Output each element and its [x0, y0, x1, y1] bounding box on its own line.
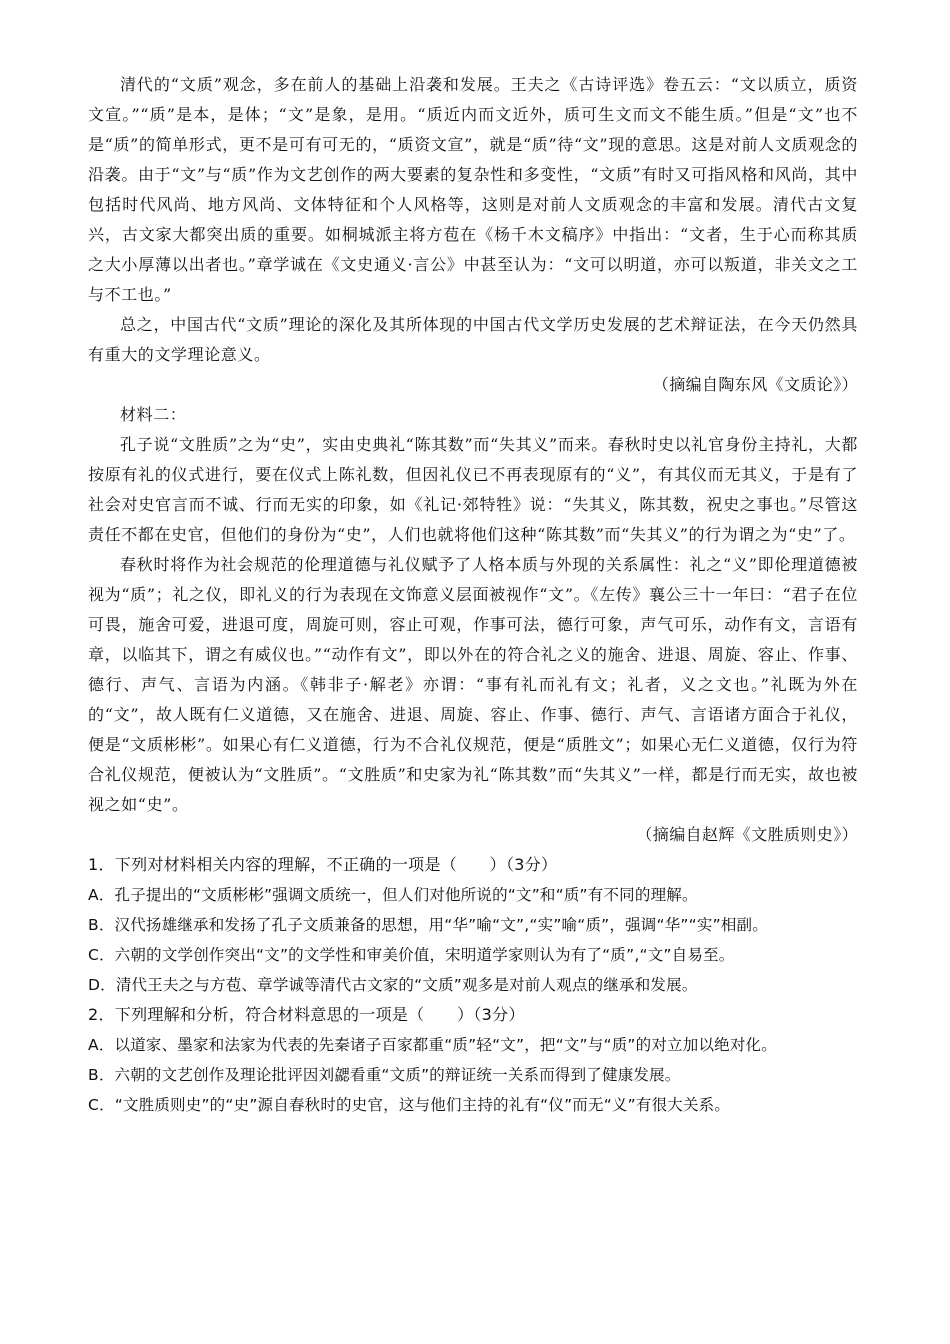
material-two-paragraph: 春秋时将作为社会规范的伦理道德与礼仪赋予了人格本质与外现的关系属性：礼之“义”即伦理道德被视为“质”；礼之仪，即礼义的行为表现在文饰意义层面被视作“文”。《左传》襄公三十一年曰：“君子在位可畏，施舍可爱，进退可度，周旋可则，容止可观，作事可法，德行可象，声气可乐，动作有文，言语有章，以临其下，谓之有威仪也。”“动作有文”，即以外在的符合礼之义的施舍、进退、周旋、容止、作事、德行、声气、言语为内涵。《韩非子·解老》亦谓：“事有礼而礼有文；礼者，义之文也。”礼既为外在的“文”，故人既有仁义道德，又在施舍、进退、周旋、容止、作事、德行、声气、言语诸方面合于礼仪，便是“文质彬彬”。如果心有仁义道德，行为不合礼仪规范，便是“质胜文”；如果心无仁义道德，仅行为符合礼仪规范，便被认为“文胜质”。“文胜质”和史家为礼“陈其数”而“失其义”一样，都是行而无实，故也被视之如“史”。	[88, 555, 858, 814]
question-stem: 1．下列对材料相关内容的理解，不正确的一项是（ ）（3分）	[88, 855, 558, 874]
option-a: A．以道家、墨家和法家为代表的先秦诸子百家都重“质”轻“文”，把“文”与“质”的对立加以绝对化。	[88, 1036, 777, 1054]
question-one	[88, 850, 858, 1000]
option-c: C．“文胜质则史”的“史”源自春秋时的史官，这与他们主持的礼有“仪”而无“义”有很大关系。	[88, 1096, 731, 1114]
material-one	[88, 70, 858, 400]
material-two-source: （摘编自赵辉《文胜质则史》）	[636, 825, 858, 844]
document-page	[88, 70, 858, 1120]
option-b: B．六朝的文艺创作及理论批评因刘勰看重“文质”的辩证统一关系而得到了健康发展。	[88, 1066, 681, 1084]
option-a: A．孔子提出的“文质彬彬”强调文质统一，但人们对他所说的“文”和“质”有不同的理解。	[88, 886, 698, 904]
option-b: B．汉代扬雄继承和发扬了孔子文质兼备的思想，用“华”喻“文”,“实”喻“质”，强调“华”“实”相副。	[88, 916, 768, 934]
material-one-conclusion: 总之，中国古代“文质”理论的深化及其所体现的中国古代文学历史发展的艺术辩证法，在今天仍然具有重大的文学理论意义。	[88, 315, 858, 364]
material-one-source: （摘编自陶东风《文质论》）	[652, 375, 858, 394]
material-one-paragraph: 清代的“文质”观念，多在前人的基础上沿袭和发展。王夫之《古诗评选》卷五云：“文以质立，质资文宣。”“质”是本，是体；“文”是象，是用。“质近内而文近外，质可生文而文不能生质。”但是“文”也不是“质”的简单形式，更不是可有可无的，“质资文宣”，就是“质”待“文”现的意思。这是对前人文质观念的沿袭。由于“文”与“质”作为文艺创作的两大要素的复杂性和多变性，“文质”有时又可指风格和风尚，其中包括时代风尚、地方风尚、文体特征和个人风格等，这则是对前人文质观念的丰富和发展。清代古文复兴，古文家大都突出质的重要。如桐城派主将方苞在《杨千木文稿序》中指出：“文者，生于心而称其质之大小厚薄以出者也。”章学诚在《文史通义·言公》中甚至认为：“文可以明道，亦可以叛道，非关文之工与不工也。”	[88, 75, 858, 304]
option-d: D．清代王夫之与方苞、章学诚等清代古文家的“文质”观多是对前人观点的继承和发展。	[88, 976, 698, 994]
question-two	[88, 1000, 858, 1120]
question-stem: 2．下列理解和分析，符合材料意思的一项是（ ）（3分）	[88, 1005, 525, 1024]
material-two	[88, 400, 858, 850]
option-c: C．六朝的文学创作突出“文”的文学性和审美价值，宋明道学家则认为有了“质”,“文”自易至。	[88, 946, 735, 964]
material-two-heading: 材料二：	[120, 405, 187, 424]
material-two-paragraph: 孔子说“文胜质”之为“史”，实由史典礼“陈其数”而“失其义”而来。春秋时史以礼官身份主持礼，大都按原有礼的仪式进行，要在仪式上陈礼数，但因礼仪已不再表现原有的“义”，有其仪而无其义，于是有了社会对史官言而不诚、行而无实的印象，如《礼记·郊特牲》说：“失其义，陈其数，祝史之事也。”尽管这责任不都在史官，但他们的身份为“史”，人们也就将他们这种“陈其数”而“失其义”的行为谓之为“史”了。	[88, 435, 858, 544]
